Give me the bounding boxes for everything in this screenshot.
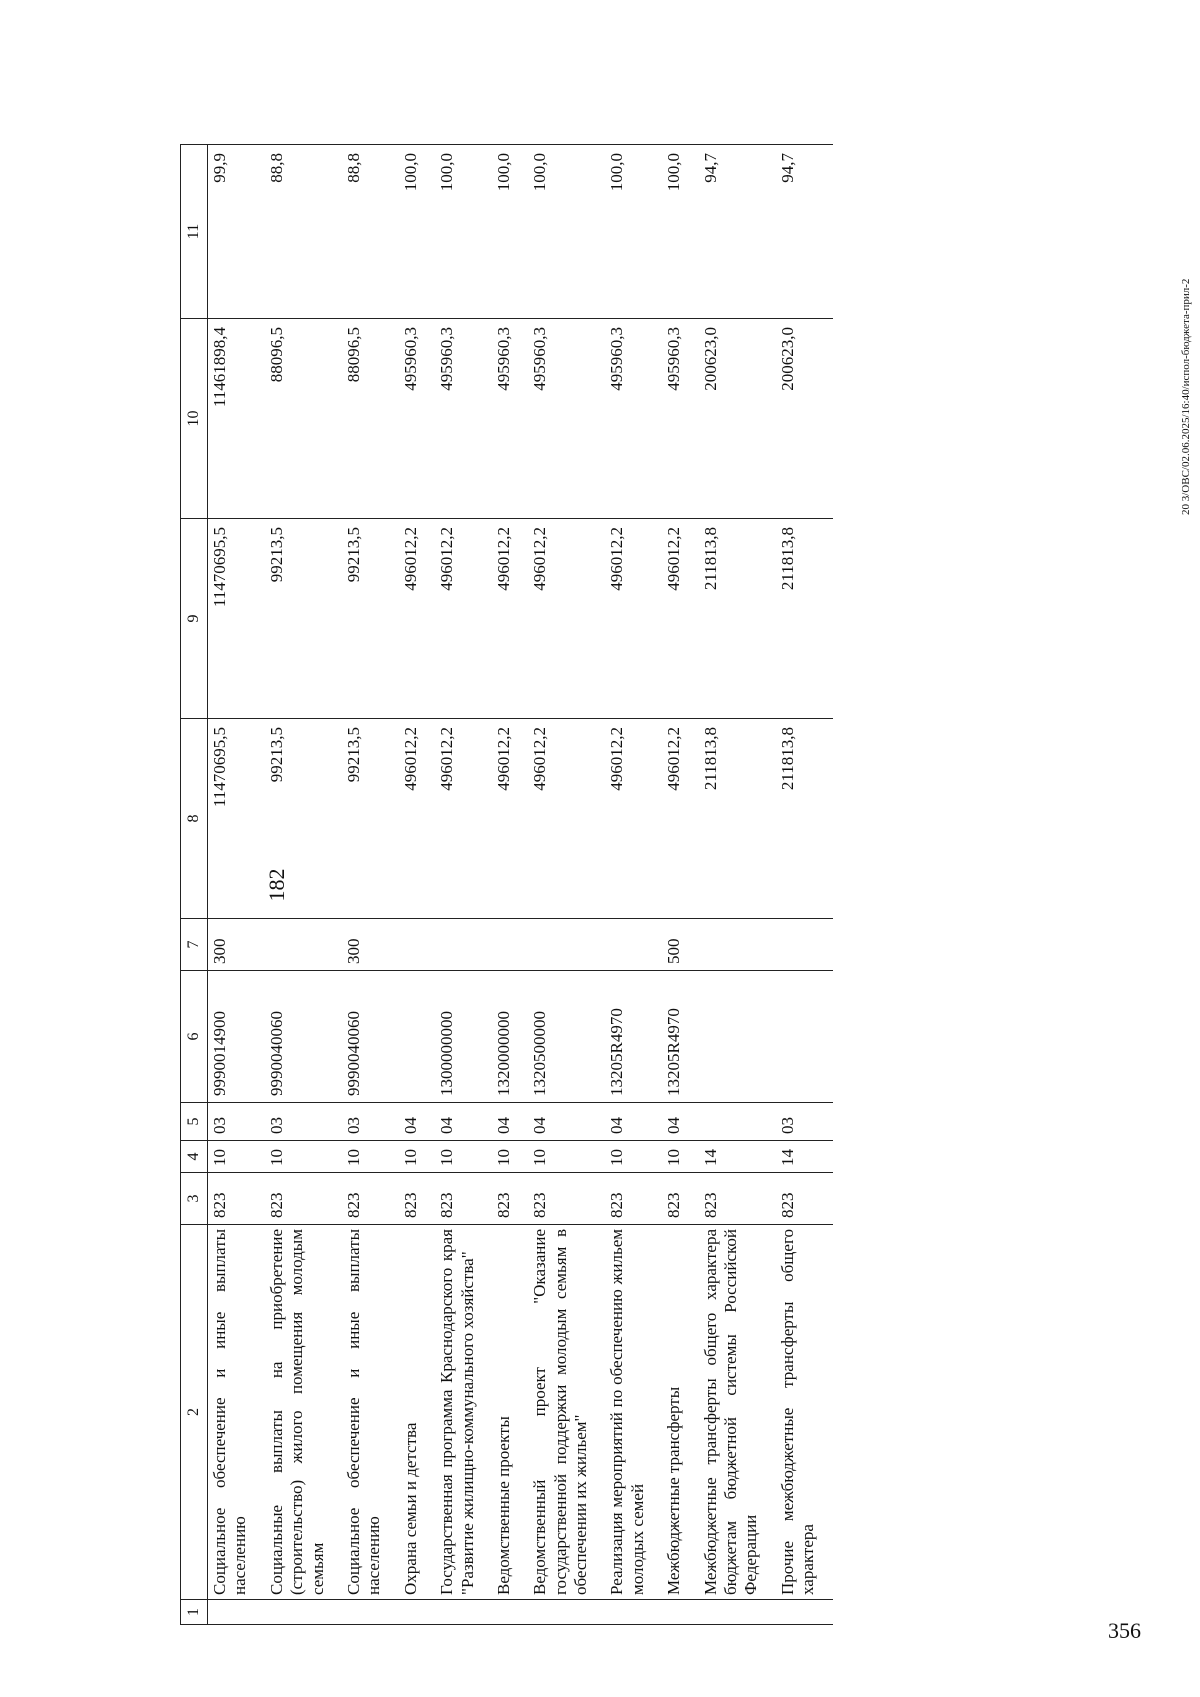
expense-type [435,919,492,971]
target-article: 1320000000 [492,971,528,1103]
expense-type [699,919,776,971]
target-article: 9990040060 [342,971,399,1103]
percent-col11: 88,8 [342,145,399,319]
amount-col8: 99213,5 [265,719,342,919]
amount-col8: 496012,2 [605,719,662,919]
section-code: 10 [528,1141,605,1173]
subsection-code: 04 [435,1103,492,1141]
amount-col9: 211813,8 [776,519,833,719]
column-header: 5 [181,1103,208,1141]
amount-col10: 495960,3 [605,319,662,519]
row-name: Государственная программа Краснодарского края "Развитие жилищно-коммунального хозяйства" [435,1225,492,1600]
amount-col10: 495960,3 [399,319,435,519]
expense-type [399,919,435,971]
amount-col9: 496012,2 [662,519,698,719]
subsection-code: 04 [605,1103,662,1141]
amount-col10: 200623,0 [699,319,776,519]
ministry-code: 823 [662,1173,698,1225]
amount-col8: 11470695,5 [208,719,265,919]
row-name: Социальное обеспечение и иные выплаты населению [342,1225,399,1600]
subsection-code: 04 [528,1103,605,1141]
column-header: 9 [181,519,208,719]
table-cell [776,1600,833,1625]
target-article [399,971,435,1103]
rotated-page-content [180,105,1200,1665]
expense-type: 300 [342,919,399,971]
percent-col11: 94,7 [776,145,833,319]
row-name: Прочие межбюджетные трансферты общего характера [776,1225,833,1600]
amount-col9: 99213,5 [342,519,399,719]
ministry-code: 823 [605,1173,662,1225]
amount-col8: 496012,2 [662,719,698,919]
column-header: 4 [181,1141,208,1173]
page-number: 356 [1108,1618,1141,1643]
section-code: 10 [342,1141,399,1173]
expense-type [265,919,342,971]
ministry-code: 823 [208,1173,265,1225]
table-cell [265,1600,342,1625]
percent-col11: 88,8 [265,145,342,319]
section-code: 10 [492,1141,528,1173]
table-cell [492,1600,528,1625]
column-header: 6 [181,971,208,1103]
table-cell [208,1600,265,1625]
percent-col11: 94,7 [699,145,776,319]
section-code: 14 [699,1141,776,1173]
table-row [492,145,528,1625]
amount-col10: 88096,5 [342,319,399,519]
subsection-code: 03 [208,1103,265,1141]
amount-col9: 211813,8 [699,519,776,719]
amount-col9: 99213,5 [265,519,342,719]
ministry-code: 823 [265,1173,342,1225]
column-header: 10 [181,319,208,519]
percent-col11: 100,0 [399,145,435,319]
row-name: Реализация мероприятий по обеспечению жильем молодых семей [605,1225,662,1600]
target-article: 13205R4970 [605,971,662,1103]
percent-col11: 100,0 [605,145,662,319]
amount-col8: 496012,2 [399,719,435,919]
table-row [435,145,492,1625]
table-cell [528,1600,605,1625]
ministry-code: 823 [528,1173,605,1225]
amount-col9: 496012,2 [528,519,605,719]
row-name: Социальные выплаты на приобретение (строительство) жилого помещения молодым семьям [265,1225,342,1600]
table-cell [435,1600,492,1625]
table-cell [399,1600,435,1625]
amount-col10: 200623,0 [776,319,833,519]
table-cell [342,1600,399,1625]
table-row [528,145,605,1625]
subsection-code: 04 [399,1103,435,1141]
expense-type [605,919,662,971]
section-code: 10 [265,1141,342,1173]
subsection-code: 03 [342,1103,399,1141]
table-cell [662,1600,698,1625]
table-cell [699,1600,776,1625]
amount-col9: 11470695,5 [208,519,265,719]
expense-type [492,919,528,971]
amount-col10: 495960,3 [492,319,528,519]
table-row [399,145,435,1625]
target-article [699,971,776,1103]
subsection-code: 04 [662,1103,698,1141]
row-name: Межбюджетные трансферты общего характера бюджетам бюджетной системы Российской Федерации [699,1225,776,1600]
table-row [605,145,662,1625]
amount-col8: 211813,8 [776,719,833,919]
amount-col9: 496012,2 [399,519,435,719]
table-row [662,145,698,1625]
column-header: 1 [181,1600,208,1625]
ministry-code: 823 [492,1173,528,1225]
amount-col10: 11461898,4 [208,319,265,519]
amount-col9: 496012,2 [435,519,492,719]
ministry-code: 823 [699,1173,776,1225]
amount-col10: 495960,3 [435,319,492,519]
section-code: 10 [662,1141,698,1173]
row-name: Социальное обеспечение и иные выплаты населению [208,1225,265,1600]
amount-col9: 496012,2 [492,519,528,719]
amount-col8: 496012,2 [435,719,492,919]
target-article: 1320500000 [528,971,605,1103]
row-name: Ведомственный проект "Оказание государственной поддержки молодым семьям в обеспечении их жильем" [528,1225,605,1600]
amount-col10: 88096,5 [265,319,342,519]
percent-col11: 100,0 [528,145,605,319]
subsection-code: 03 [265,1103,342,1141]
column-header: 8 [181,719,208,919]
amount-col8: 99213,5 [342,719,399,919]
column-header: 7 [181,919,208,971]
table-row [699,145,776,1625]
row-name: Ведомственные проекты [492,1225,528,1600]
section-code: 14 [776,1141,833,1173]
amount-col8: 496012,2 [528,719,605,919]
table-row [265,145,342,1625]
table-header-row [181,145,208,1625]
ministry-code: 823 [342,1173,399,1225]
target-article: 13205R4970 [662,971,698,1103]
target-article: 9990014900 [208,971,265,1103]
amount-col10: 495960,3 [662,319,698,519]
table-cell [605,1600,662,1625]
budget-table [180,144,833,1625]
table-row [342,145,399,1625]
section-code: 10 [435,1141,492,1173]
expense-type: 300 [208,919,265,971]
row-name: Охрана семьи и детства [399,1225,435,1600]
target-article: 9990040060 [265,971,342,1103]
target-article [776,971,833,1103]
subsection-code: 04 [492,1103,528,1141]
ministry-code: 823 [399,1173,435,1225]
percent-col11: 100,0 [435,145,492,319]
section-code: 10 [208,1141,265,1173]
document-footer-code: 20 3/ОВС/02.06.2025/16:40/испол-бюджета-прил-2 [1180,278,1192,515]
subsection-code: 03 [776,1103,833,1141]
subsection-code [699,1103,776,1141]
percent-col11: 100,0 [662,145,698,319]
expense-type [528,919,605,971]
column-header: 11 [181,145,208,319]
amount-col9: 496012,2 [605,519,662,719]
expense-type: 500 [662,919,698,971]
expense-type [776,919,833,971]
amount-col8: 496012,2 [492,719,528,919]
table-row [208,145,265,1625]
section-code: 10 [605,1141,662,1173]
page-header-number: 182 [264,868,289,902]
amount-col8: 211813,8 [699,719,776,919]
table-row [776,145,833,1625]
column-header: 3 [181,1173,208,1225]
row-name: Межбюджетные трансферты [662,1225,698,1600]
table-body [208,145,833,1625]
target-article: 1300000000 [435,971,492,1103]
ministry-code: 823 [776,1173,833,1225]
column-header: 2 [181,1225,208,1600]
ministry-code: 823 [435,1173,492,1225]
percent-col11: 99,9 [208,145,265,319]
percent-col11: 100,0 [492,145,528,319]
amount-col10: 495960,3 [528,319,605,519]
section-code: 10 [399,1141,435,1173]
